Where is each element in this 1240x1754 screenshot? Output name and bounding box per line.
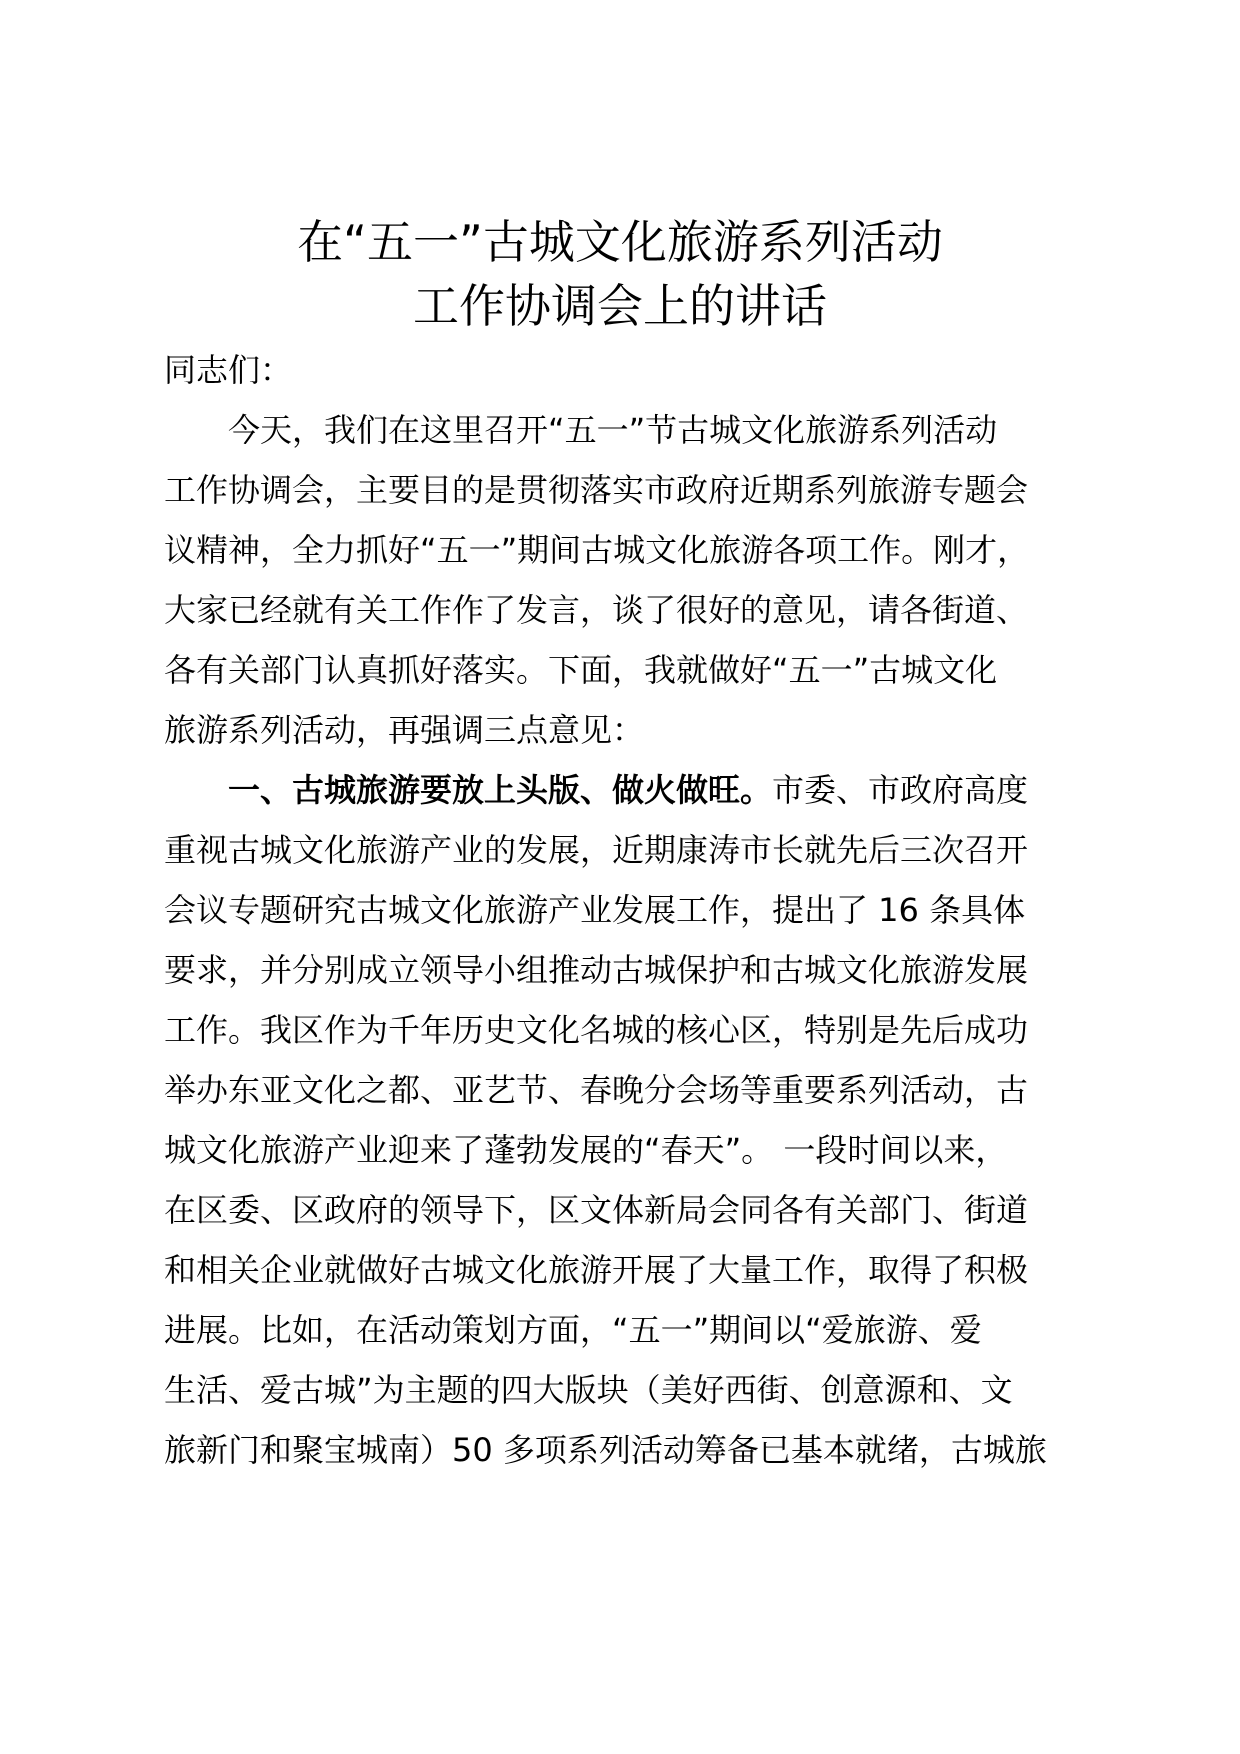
paragraph-line: 城文化旅游产业迎来了蓬勃发展的“春天”。 一段时间以来， [164, 1131, 1008, 1169]
document-title-line-1: 在“五一”古城文化旅游系列活动 [297, 215, 943, 269]
paragraph-line: 工作。我区作为千年历史文化名城的核心区，特别是先后成功 [164, 1011, 1029, 1049]
paragraph-line: 今天，我们在这里召开“五一”节古城文化旅游系列活动 [228, 411, 998, 449]
paragraph-line: 要求，并分别成立领导小组推动古城保护和古城文化旅游发展 [164, 951, 1029, 989]
paragraph-line: 议精神，全力抓好“五一”期间古城文化旅游各项工作。刚才， [164, 531, 1030, 569]
paragraph-line: 在区委、区政府的领导下，区文体新局会同各有关部门、街道 [164, 1191, 1029, 1229]
paragraph-line: 各有关部门认真抓好落实。下面，我就做好“五一”古城文化 [164, 651, 998, 689]
paragraph-line: 旅游系列活动，再强调三点意见： [164, 711, 645, 749]
section-1-heading: 一、古城旅游要放上头版、做火做旺。 [228, 771, 773, 809]
paragraph-line: 和相关企业就做好古城文化旅游开展了大量工作，取得了积极 [164, 1251, 1029, 1289]
section-1-first-line [228, 770, 1148, 810]
salutation: 同志们： [164, 351, 293, 389]
paragraph-line: 工作协调会，主要目的是贯彻落实市政府近期系列旅游专题会 [164, 471, 1029, 509]
section-1-text: 市委、市政府高度 [772, 771, 1029, 809]
paragraph-line: 旅新门和聚宝城南）50 多项系列活动筹备已基本就绪，古城旅 [164, 1431, 1047, 1469]
paragraph-line: 大家已经就有关工作作了发言，谈了很好的意见，请各街道、 [164, 591, 1029, 629]
paragraph-line: 生活、爱古城”为主题的四大版块（美好西街、创意源和、文 [164, 1371, 1013, 1409]
paragraph-line: 会议专题研究古城文化旅游产业发展工作，提出了 16 条具体 [164, 891, 1026, 929]
paragraph-line: 进展。比如，在活动策划方面，“五一”期间以“爱旅游、爱 [164, 1311, 982, 1349]
paragraph-line: 重视古城文化旅游产业的发展，近期康涛市长就先后三次召开 [164, 831, 1029, 869]
document-title-line-2: 工作协调会上的讲话 [413, 279, 827, 333]
paragraph-line: 举办东亚文化之都、亚艺节、春晚分会场等重要系列活动，古 [164, 1071, 1029, 1109]
